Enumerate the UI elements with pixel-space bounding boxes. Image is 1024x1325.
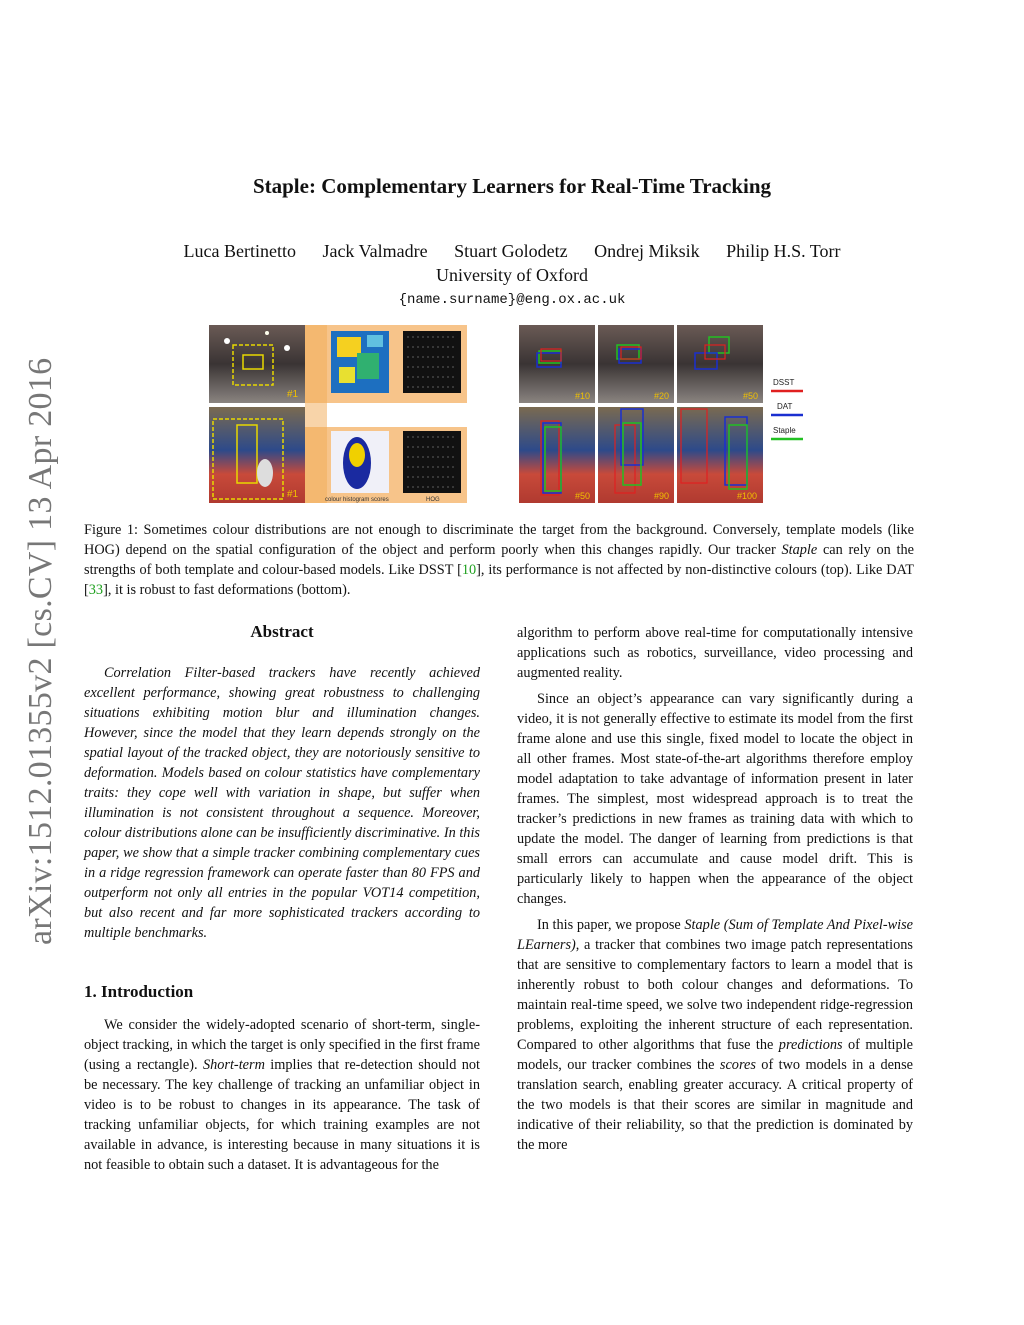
frame-label: #1 bbox=[287, 489, 299, 500]
caption-text: Figure 1: Sometimes colour distributions are not enough to discriminate the target from the background. Conversely, template models (like HOG) depend on the spatial configuration of the object and perform poorly when this changes rapidly. Our tracker bbox=[84, 522, 914, 558]
frame-gym-100 bbox=[677, 407, 763, 503]
affiliation: University of Oxford bbox=[436, 265, 588, 285]
frame-label: #100 bbox=[737, 491, 758, 501]
author-name: Luca Bertinetto bbox=[183, 241, 296, 261]
frame-label: #50 bbox=[743, 391, 759, 401]
section-heading-introduction: 1. Introduction bbox=[84, 982, 194, 1001]
sublabel-colour: colour histogram scores bbox=[325, 497, 389, 503]
figure-1-caption bbox=[84, 520, 914, 600]
intro-paragraph bbox=[84, 1015, 480, 1175]
frame-label: #1 bbox=[287, 389, 299, 400]
caption-text: ], it is robust to fast deformations (bottom). bbox=[103, 582, 351, 598]
right-column bbox=[517, 623, 913, 1155]
figure-legend bbox=[771, 378, 803, 439]
figure-1-image bbox=[207, 323, 807, 505]
author-name: Jack Valmadre bbox=[322, 241, 428, 261]
author-name: Ondrej Miksik bbox=[594, 241, 700, 261]
body-text: , a tracker that combines two image patch representations that are sensitive to complementary factors to learn a model that is inherently robust to both colour changes and deformations. To maintain real-time speed, we solve two independent ridge-regression problems, exploiting the inherent structure of each representation. Compared to other algorithms that fuse the bbox=[517, 937, 913, 1053]
frame-car-10 bbox=[519, 325, 595, 403]
author-name: Stuart Golodetz bbox=[454, 241, 568, 261]
body-text: In this paper, we propose bbox=[537, 917, 685, 933]
citation-link[interactable]: 10 bbox=[461, 562, 477, 578]
frame-car-50-top bbox=[677, 325, 763, 403]
author-email: {name.surname}@eng.ox.ac.uk bbox=[398, 292, 626, 308]
arxiv-sidebar-stamp: arXiv:1512.01355v2 [cs.CV] 13 Apr 2016 bbox=[22, 357, 59, 945]
body-text: of two models in a dense translation search, enabling greater accuracy. A critical property of the two models is that their scores are similar in magnitude and indicative of their reliability, so that the prediction is dominated by the more bbox=[517, 1057, 913, 1153]
abstract-heading: Abstract bbox=[250, 622, 314, 641]
intro-column bbox=[84, 1015, 480, 1175]
sublabel-hog: HOG bbox=[426, 497, 440, 503]
body-italic: Short-term bbox=[202, 1057, 265, 1073]
frame-car-20 bbox=[598, 325, 674, 403]
paper-title: Staple: Complementary Learners for Real-Time Tracking bbox=[252, 174, 772, 198]
body-text: of multiple models, our tracker combines the bbox=[517, 1037, 913, 1073]
frame-label: #90 bbox=[654, 491, 670, 501]
body-paragraph: Since an object’s appearance can vary significantly during a video, it is not generally effective to estimate its model from the first frame alone and use this single, fixed model to locate the object in all other frames. Most state-of-the-art algorithms therefore employ model adaptation to take advantage of information present in later frames. The simplest, most widespread approach is to treat the tracker’s predictions in new frames as training data with which to update the model. The danger of learning from predictions is that small errors can accumulate and cause model drift. This is particularly likely to happen when the appearance of the object changes. bbox=[517, 691, 913, 907]
citation-link[interactable]: 33 bbox=[88, 582, 104, 598]
body-italic: predictions bbox=[778, 1037, 843, 1053]
legend-label-staple: Staple bbox=[773, 426, 796, 435]
hog-top bbox=[403, 331, 461, 393]
caption-text: can rely on the strengths of both template and colour-based models. Like DSST [ bbox=[84, 542, 914, 578]
body-paragraph bbox=[517, 915, 913, 1155]
body-paragraph: algorithm to perform above real-time for computationally intensive applications such as robotics, surveillance, video processing and augmented reality. bbox=[517, 625, 913, 681]
abstract-text bbox=[84, 663, 480, 943]
body-italic: scores bbox=[719, 1057, 756, 1073]
legend-label-dat: DAT bbox=[777, 402, 793, 411]
colour-histogram-top bbox=[331, 331, 389, 393]
legend-label-dsst: DSST bbox=[773, 378, 795, 387]
author-name: Philip H.S. Torr bbox=[726, 241, 841, 261]
author-list bbox=[0, 241, 1024, 262]
frame-label: #50 bbox=[575, 491, 591, 501]
frame-gym-50 bbox=[519, 407, 595, 503]
hog-bottom bbox=[403, 431, 461, 493]
body-text: We consider the widely-adopted scenario of short-term, single-object tracking, in which the target is only specified in the first frame (using a rectangle). bbox=[84, 1017, 480, 1073]
frame-car-1 bbox=[209, 325, 305, 403]
caption-italic: Staple bbox=[781, 542, 818, 558]
frame-gym-90 bbox=[598, 407, 674, 503]
frame-label: #20 bbox=[654, 391, 670, 401]
frame-gym-1 bbox=[209, 407, 305, 503]
abstract-paragraph: Correlation Filter-based trackers have recently achieved excellent performance, showing great robustness to challenging situations exhibiting motion blur and illumination changes. However, since the model that they learn depends strongly on the spatial layout of the tracked object, they are notoriously sensitive to deformation. Models based on colour statistics have complementary traits: they cope well with variation in shape, but suffer when illumination is not consistent throughout a sequence. Moreover, colour distributions alone can be insufficiently discriminative. In this paper, we show that a simple tracker combining complementary cues in a ridge regression framework can operate faster than 80 FPS and outperform not only all entries in the popular VOT14 competition, but also recent and far more sophisticated trackers according to multiple benchmarks. bbox=[84, 665, 480, 941]
caption-text: ], its performance is not affected by non-distinctive colours (top). Like DAT [ bbox=[84, 562, 914, 598]
body-text: implies that re-detection should not be necessary. The key challenge of tracking an unfamiliar object in video is to be robust to changes in its appearance. The task of tracking unfamiliar objects, for which training examples are not available in advance, is interesting because in many situations it is not feasible to obtain such a dataset. It is advantageous for the bbox=[84, 1057, 480, 1173]
colour-histogram-bottom bbox=[331, 431, 389, 493]
body-italic: Staple (Sum of Template And Pixel-wise LEarners) bbox=[517, 917, 914, 953]
frame-label: #10 bbox=[575, 391, 591, 401]
